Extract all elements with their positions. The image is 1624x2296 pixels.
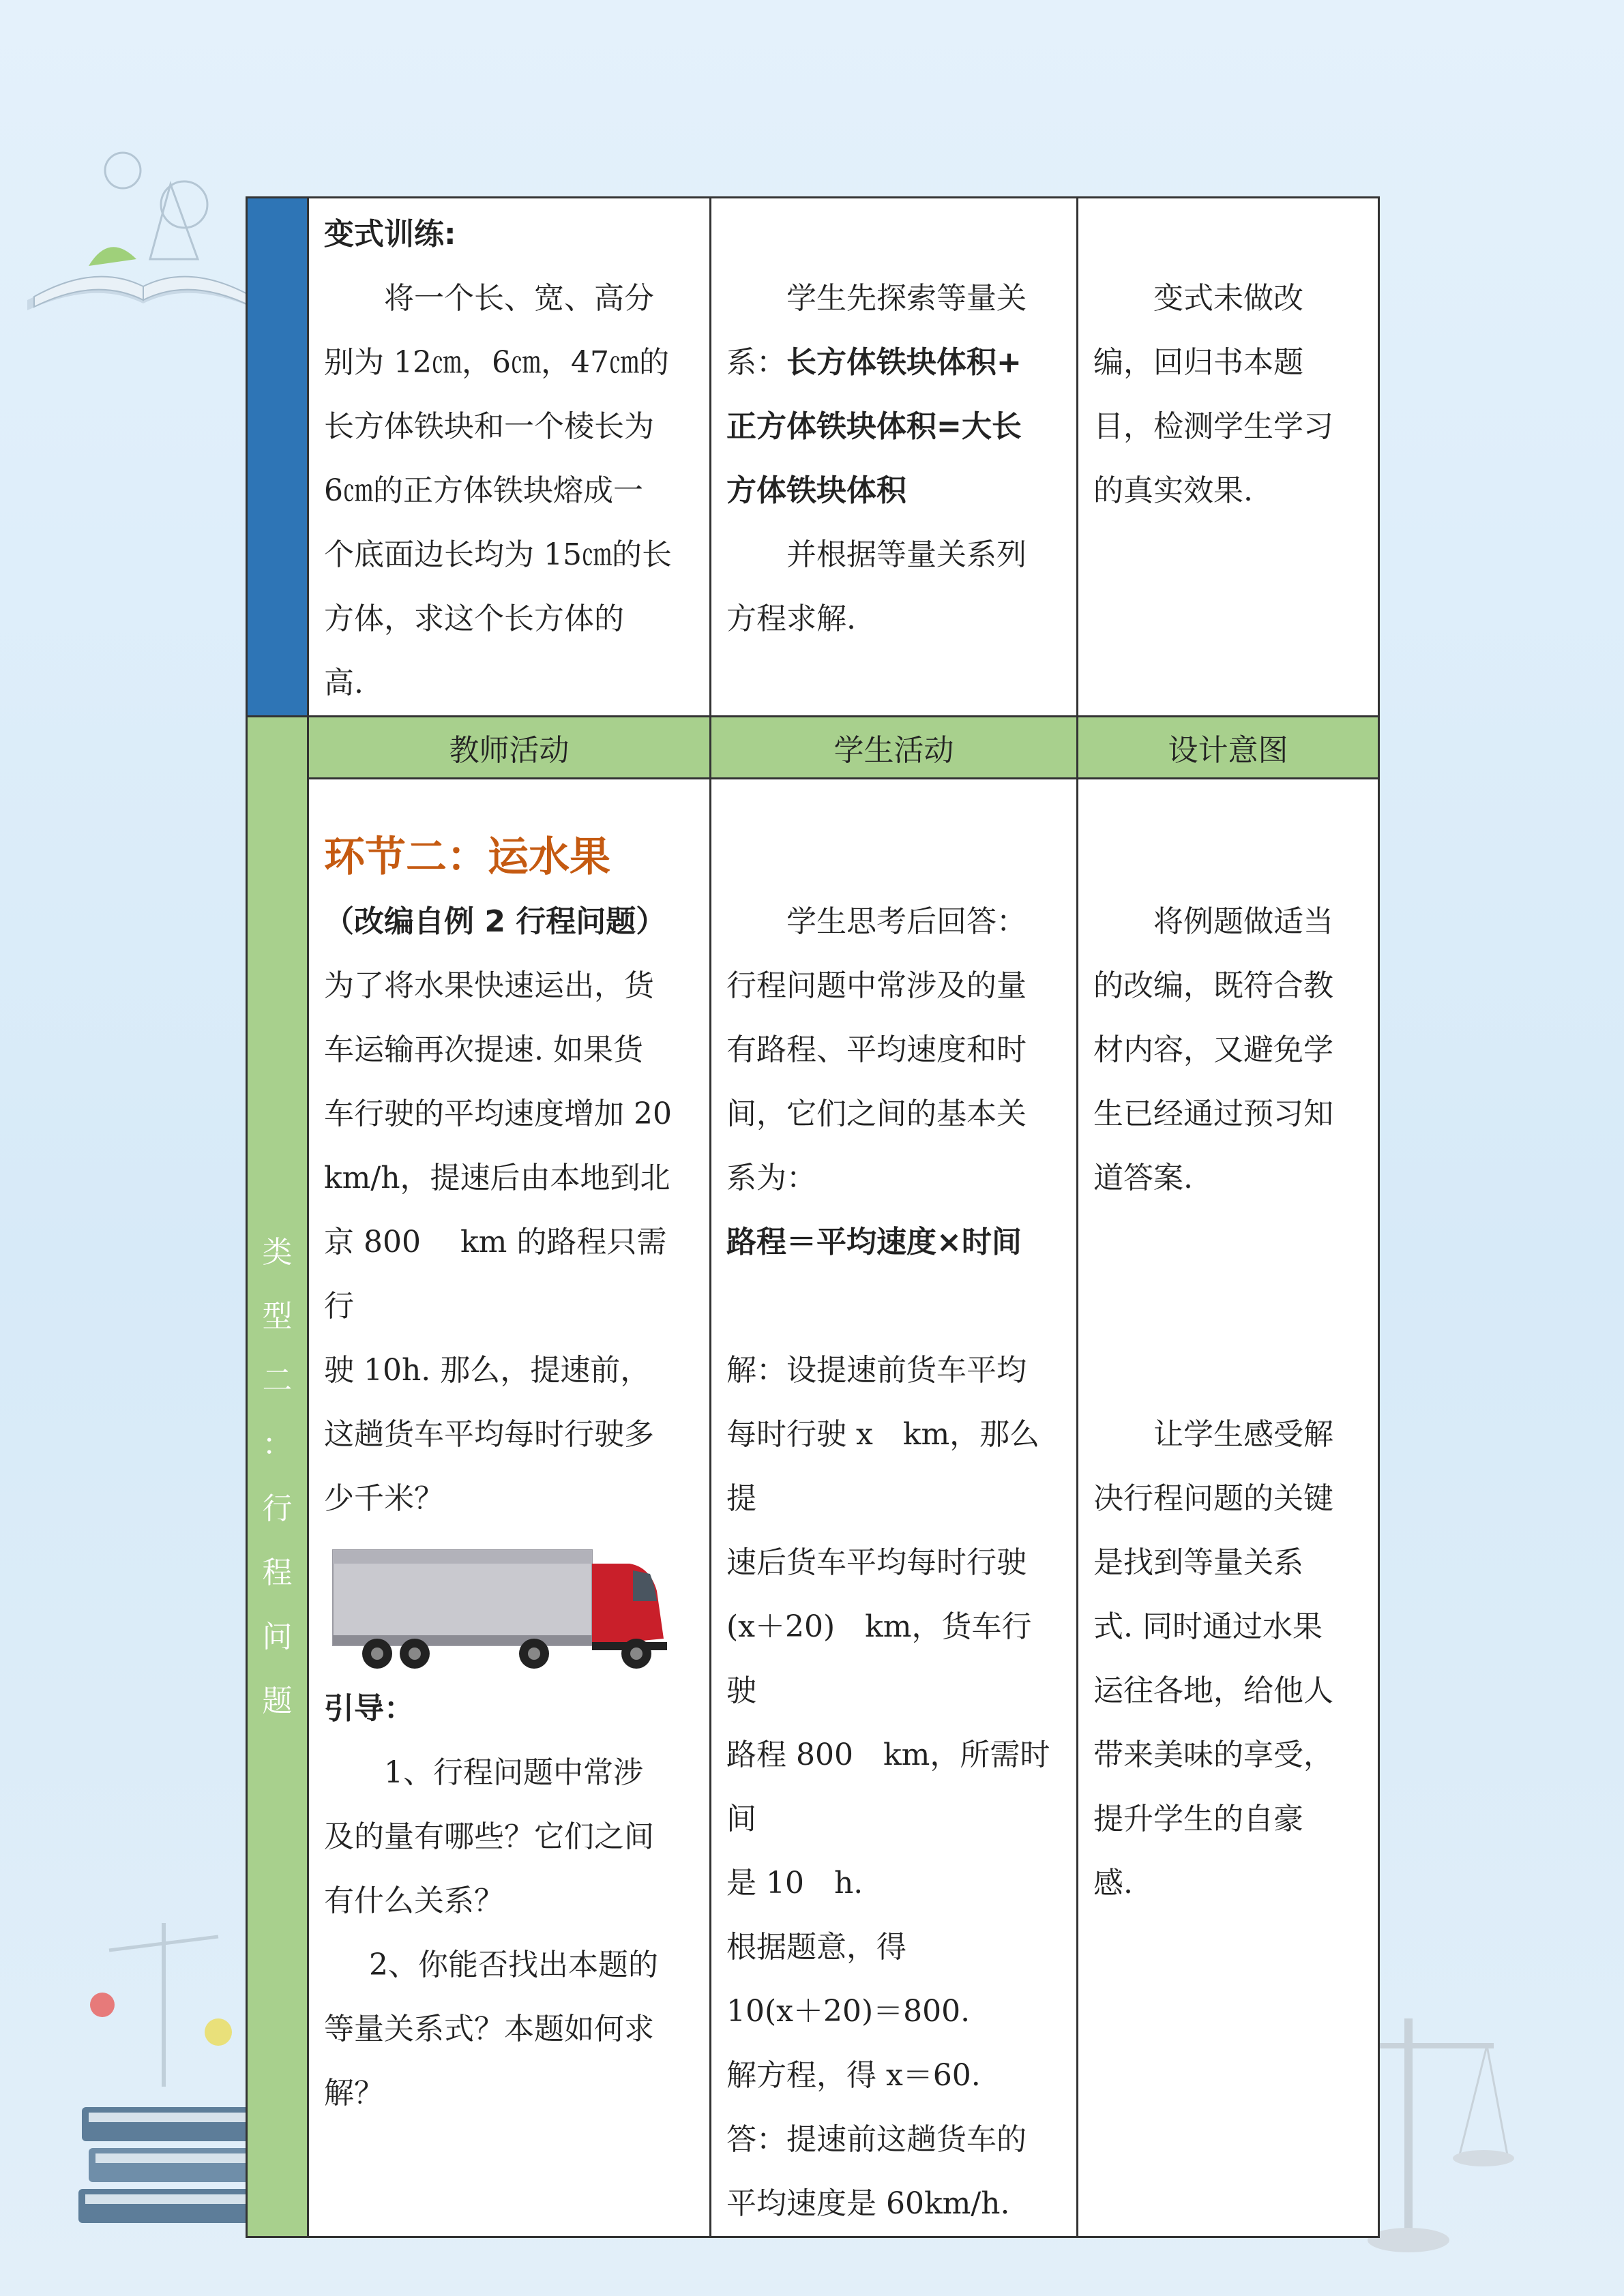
solution-line: 每时行驶 x km，那么提 [726,1417,1040,1516]
problem-source: （改编自例 2 行程问题） [324,904,666,939]
design-intent-line: 感. [1093,1866,1133,1900]
design-intent-line: 生已经通过预习知 [1093,1097,1333,1131]
problem-line: 京 800 km 的路程只需行 [324,1225,667,1324]
side-bar-top [247,198,308,717]
equality-relation-bold: 长方体铁块体积+ [786,345,1022,380]
problem-line: 车运输再次提速. 如果货 [324,1032,643,1067]
guide-line: 2、你能否找出本题的 [369,1948,658,1982]
design-intent-line: 是找到等量关系 [1093,1545,1303,1580]
design-intent-line: 道答案. [1093,1161,1193,1195]
scale-and-balls-illustration-icon [82,1909,246,2100]
book-illustration-icon [14,130,273,320]
guide-line: 有什么关系？ [324,1883,504,1918]
design-intent-line: 提升学生的自豪 [1093,1802,1303,1836]
problem-line: 车行驶的平均速度增加 20 [324,1097,672,1131]
type-two-side-label: 类 型 二 ： 行 程 问 题 [247,717,308,2237]
header-teacher-activity: 教师活动 [308,717,711,779]
variant-problem-line: 6㎝的正方体铁块熔成一 [324,473,643,508]
truck-image-icon [329,1536,684,1673]
section-title: 环节二：运水果 [324,833,610,881]
guide-title: 引导： [324,1691,414,1726]
design-intent-line: 将例题做适当 [1153,904,1333,939]
guide-line: 1、行程问题中常涉 [384,1755,643,1790]
guide-line: 解？ [324,2076,384,2111]
section-two-row [247,779,1379,2237]
design-intent-line: 式. 同时通过水果 [1093,1609,1323,1644]
variant-problem-line: 个底面边长均为 15㎝的长 [324,537,672,572]
problem-line: 驶 10h. 那么，提速前， [324,1353,651,1388]
solution-line: 路程 800 km，所需时间 [726,1738,1050,1836]
design-variant-line: 目，检测学生学习 [1093,409,1333,444]
student-activity-cell-variant [711,198,1078,717]
design-intent-cell-section-two [1078,779,1379,2237]
design-intent-line: 带来美味的享受， [1093,1738,1333,1772]
design-intent-line: 材内容，又避免学 [1093,1032,1333,1067]
teacher-activity-cell-section-two [308,779,711,2237]
column-header-row [247,717,1379,779]
variant-training-row [247,198,1379,717]
design-intent-line: 让学生感受解 [1153,1417,1333,1452]
problem-line: 为了将水果快速运出，货 [324,968,654,1003]
variant-problem-line: 长方体铁块和一个棱长为 [324,409,654,444]
solution-line: 答：提速前这趟货车的 [726,2122,1027,2157]
student-answer-line: 行程问题中常涉及的量 [726,968,1027,1003]
equality-relation-bold: 方体铁块体积 [726,473,906,508]
problem-line: 这趟货车平均每时行驶多 [324,1417,654,1452]
variant-problem-line: 别为 12㎝，6㎝，47㎝的 [324,345,669,380]
student-answer-line: 学生思考后回答： [786,904,1027,939]
solution-line: 是 10 h. [726,1866,863,1900]
student-variant-line: 方程求解. [726,601,856,636]
guide-line: 及的量有哪些？它们之间 [324,1819,654,1854]
student-variant-line: 学生先探索等量关 [786,281,1027,316]
student-answer-line: 间，它们之间的基本关 [726,1097,1027,1131]
teacher-activity-cell-variant [308,198,711,717]
solution-line: 根据题意，得 [726,1930,906,1965]
design-intent-cell-variant [1078,198,1379,717]
solution-line: 10(x＋20)＝800. [726,1994,971,2029]
student-variant-line: 并根据等量关系列 [786,537,1027,572]
distance-formula: 路程＝平均速度×时间 [726,1225,1022,1259]
problem-line: 少千米？ [324,1481,444,1516]
equality-relation-bold: 正方体铁块体积=大长 [726,409,1022,444]
variant-problem-line: 高. [324,666,364,700]
student-answer-line: 有路程、平均速度和时 [726,1032,1027,1067]
header-design-intent: 设计意图 [1078,717,1379,779]
design-variant-line: 的真实效果. [1093,473,1253,508]
solution-line: 解方程，得 x＝60. [726,2058,981,2093]
variant-problem-line: 方体，求这个长方体的 [324,601,624,636]
design-intent-line: 的改编，既符合教 [1093,968,1333,1003]
header-student-activity: 学生活动 [711,717,1078,779]
student-answer-line: 系为： [726,1161,816,1195]
solution-line: 平均速度是 60km/h. [726,2186,1010,2221]
design-intent-line: 决行程问题的关键 [1093,1481,1333,1516]
variant-training-title: 变式训练: [324,217,456,252]
problem-line: km/h，提速后由本地到北 [324,1161,670,1195]
lesson-plan-table [246,196,1380,2238]
solution-line: (x＋20) km，货车行驶 [726,1609,1032,1708]
solution-line: 速后货车平均每时行驶 [726,1545,1027,1580]
design-variant-line: 变式未做改 [1153,281,1303,316]
design-intent-line: 运往各地，给他人 [1093,1673,1333,1708]
student-variant-line: 系： [726,345,786,380]
solution-line: 解：设提速前货车平均 [726,1353,1027,1388]
design-variant-line: 编，回归书本题 [1093,345,1303,380]
guide-line: 等量关系式？本题如何求 [324,2012,654,2046]
student-activity-cell-section-two [711,779,1078,2237]
variant-problem-line: 将一个长、宽、高分 [384,281,654,316]
